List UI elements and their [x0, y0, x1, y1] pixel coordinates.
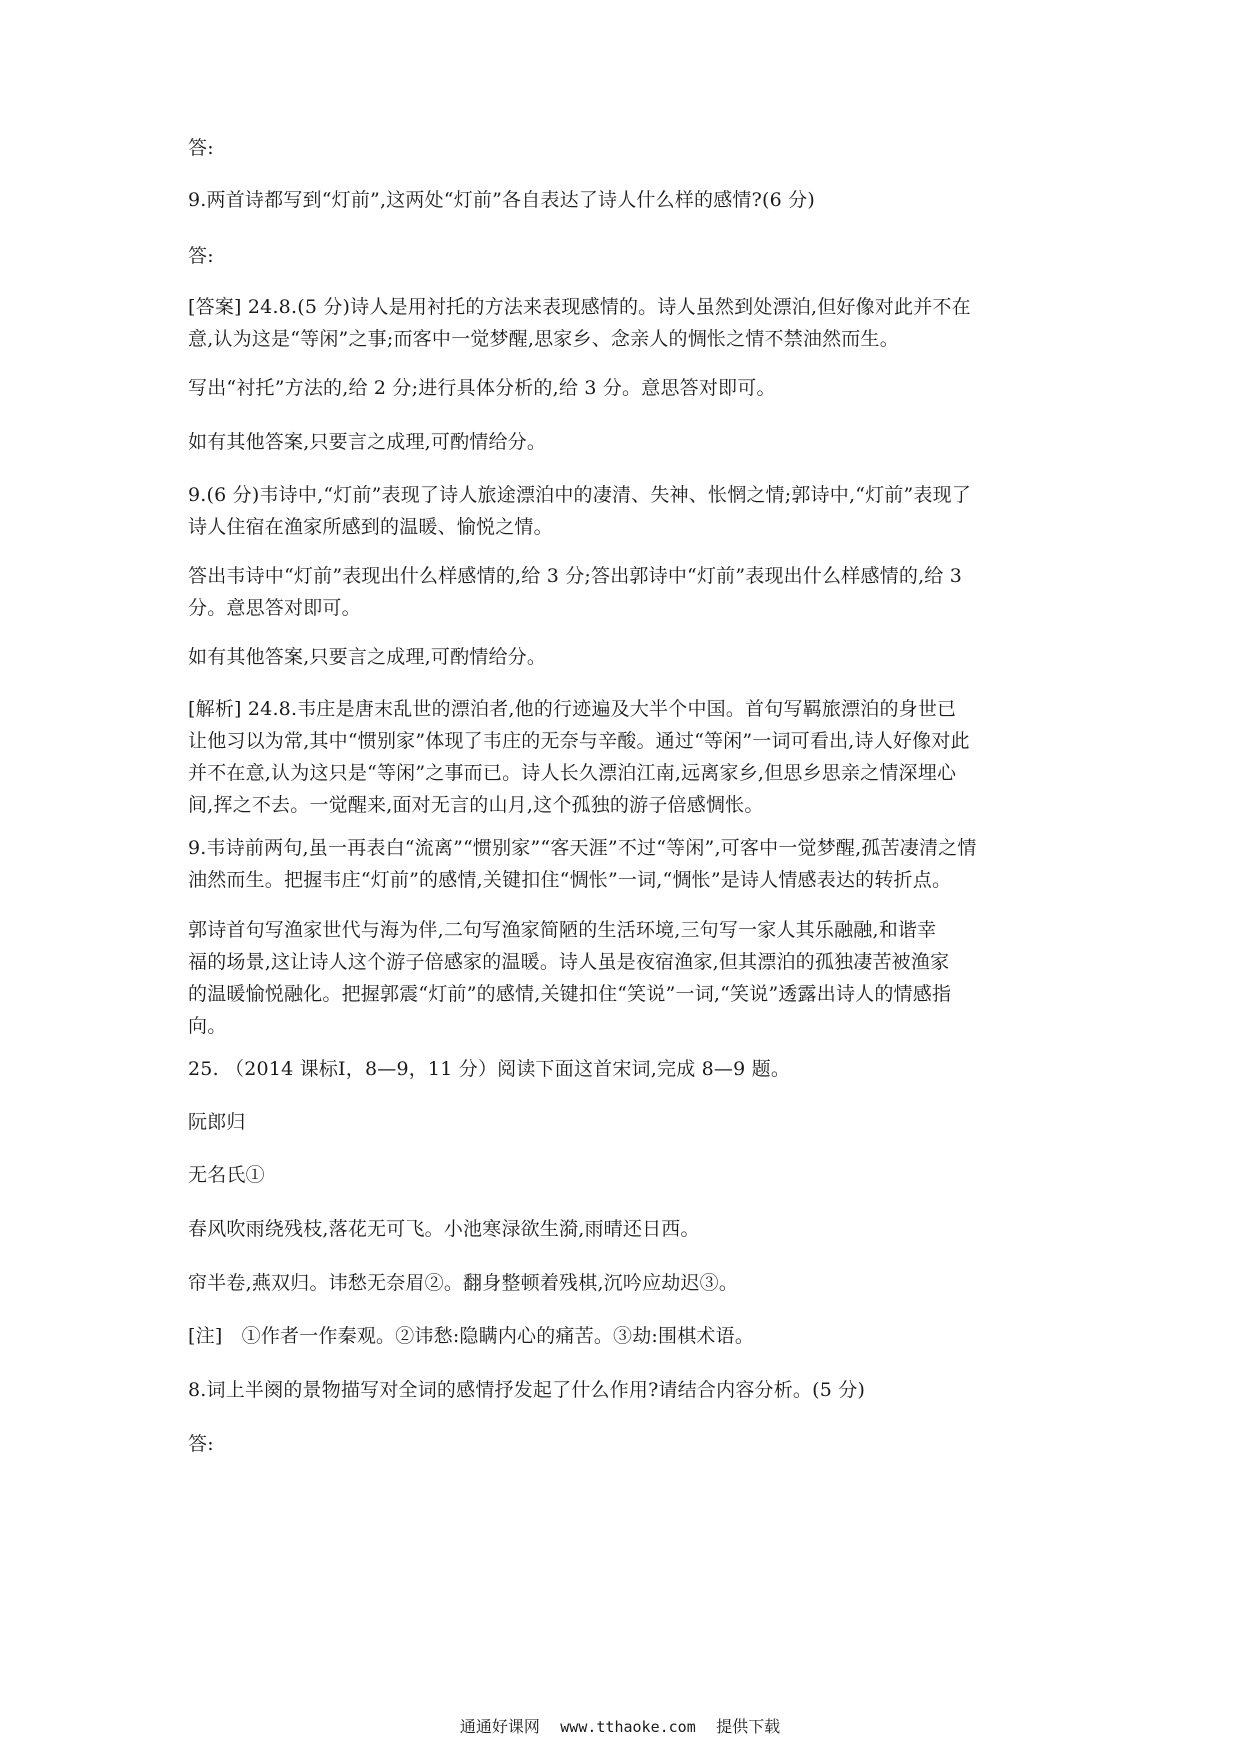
analysis-8-paragraph	[188, 693, 1068, 821]
footer-name: 通通好课网	[459, 1717, 540, 1736]
analysis-9-guo-line: 福的场景,这让诗人这个游子倍感家的温暖。诗人虽是夜宿渔家,但其漂泊的孤独凄苦被渔家	[188, 951, 950, 973]
answer-8-line: 意,认为这是“等闲”之事;而客中一觉梦醒,思家乡、念亲人的惆怅之情不禁油然而生。	[188, 328, 899, 350]
page-footer	[0, 1716, 1240, 1738]
question-25: 25. （2014 课标Ⅰ，8—9，11 分）阅读下面这首宋词,完成 8—9 题。	[188, 1058, 791, 1080]
answer-8-paragraph	[188, 291, 1068, 355]
analysis-9-line: 油然而生。把握韦庄“灯前”的感情,关键扣住“惆怅”一词,“惆怅”是诗人情感表达的转折点。	[188, 869, 952, 891]
analysis-8-line: 间,挥之不去。一觉醒来,面对无言的山月,这个孤独的游子倍感惆怅。	[188, 794, 764, 816]
poem-notes: [注] ①作者一作秦观。②讳愁:隐瞒内心的痛苦。③劫:围棋术语。	[188, 1325, 755, 1347]
answer-blank: 答:	[188, 137, 214, 159]
scoring-9-paragraph	[188, 560, 1068, 624]
analysis-9-guo-line: 的温暖愉悦融化。把握郭震“灯前”的感情,关键扣住“笑说”一词,“笑说”透露出诗人的情感指	[188, 983, 952, 1005]
scoring-9-line: 分。意思答对即可。	[188, 597, 361, 619]
analysis-9-guo-paragraph	[188, 914, 1068, 1042]
answer-9-line: 诗人住宿在渔家所感到的温暖、愉悦之情。	[188, 516, 553, 538]
analysis-9-paragraph	[188, 832, 1068, 896]
other-answers-note: 如有其他答案,只要言之成理,可酌情给分。	[188, 431, 547, 453]
analysis-9-guo-line: 向。	[188, 1015, 227, 1037]
analysis-8-line: 让他习以为常,其中“惯别家”体现了韦庄的无奈与辛酸。通过“等闲”一词可看出,诗人好像对此	[188, 730, 970, 752]
scoring-8: 写出“衬托”方法的,给 2 分;进行具体分析的,给 3 分。意思答对即可。	[188, 377, 776, 399]
poem-author: 无名氏①	[188, 1164, 265, 1186]
answer-8-line: [答案] 24.8.(5 分)诗人是用衬托的方法来表现感情的。诗人虽然到处漂泊,但好像对此并不在	[188, 296, 971, 318]
analysis-9-guo-line: 郭诗首句写渔家世代与海为伴,二句写渔家简陋的生活环境,三句写一家人其乐融融,和谐幸	[188, 919, 937, 941]
question-8: 8.词上半阕的景物描写对全词的感情抒发起了什么作用?请结合内容分析。(5 分)	[188, 1379, 866, 1401]
poem-title: 阮郎归	[188, 1111, 246, 1133]
analysis-8-line: [解析] 24.8.韦庄是唐末乱世的漂泊者,他的行迹遍及大半个中国。首句写羁旅漂泊的身世已	[188, 698, 957, 720]
scoring-9-line: 答出韦诗中“灯前”表现出什么样感情的,给 3 分;答出郭诗中“灯前”表现出什么样感情的,给 3	[188, 565, 963, 587]
analysis-9-line: 9.韦诗前两句,虽一再表白“流离”“惯别家”“客天涯”不过“等闲”,可客中一觉梦醒,孤苦凄清之情	[188, 837, 977, 859]
poem-line: 春风吹雨绕残枝,落花无可飞。小池寒渌欲生漪,雨晴还日西。	[188, 1218, 700, 1240]
answer-9-paragraph	[188, 479, 1068, 543]
question-9: 9.两首诗都写到“灯前”,这两处“灯前”各自表达了诗人什么样的感情?(6 分)	[188, 189, 815, 211]
footer-action: 提供下载	[716, 1717, 781, 1736]
analysis-8-line: 并不在意,认为这只是“等闲”之事而已。诗人长久漂泊江南,远离家乡,但思乡思亲之情深埋心	[188, 762, 957, 784]
answer-blank: 答:	[188, 245, 214, 267]
other-answers-note: 如有其他答案,只要言之成理,可酌情给分。	[188, 646, 547, 668]
answer-9-line: 9.(6 分)韦诗中,“灯前”表现了诗人旅途漂泊中的凄清、失神、怅惘之情;郭诗中,“灯前”表现了	[188, 484, 972, 506]
footer-site-link[interactable]: www.tthaoke.com	[560, 1718, 696, 1736]
poem-line: 帘半卷,燕双归。讳愁无奈眉②。翻身整顿着残棋,沉吟应劫迟③。	[188, 1272, 739, 1294]
answer-blank: 答:	[188, 1433, 214, 1455]
